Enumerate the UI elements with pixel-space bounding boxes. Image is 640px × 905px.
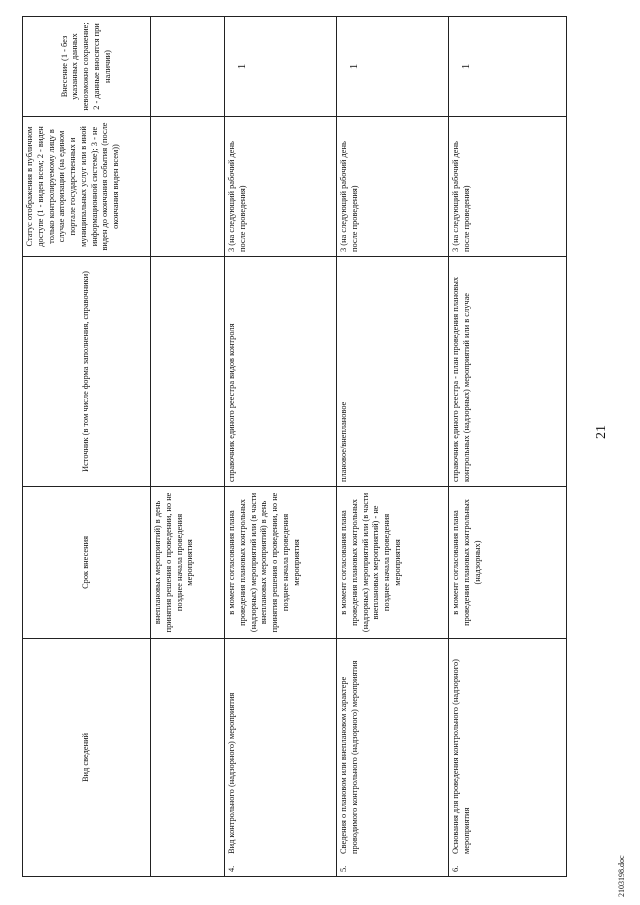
- header-deadline: Срок внесения: [23, 487, 151, 639]
- table-row: [225, 17, 337, 877]
- row-entry-cell: [151, 17, 225, 117]
- data-table: [22, 16, 567, 877]
- header-row: [23, 17, 151, 877]
- row-type: Вид контрольного (надзорного) мероприятия: [227, 692, 236, 854]
- row-type: Основания для проведения контрольного (надзорного) мероприятия: [451, 659, 471, 854]
- row-status: 3 (на следующий рабочий день после проведения): [337, 117, 449, 257]
- header-type: Вид сведений: [23, 639, 151, 877]
- row-source: плановое/внеплановое: [337, 257, 449, 487]
- row-type-cell: [449, 639, 567, 877]
- row-type-cell: [225, 639, 337, 877]
- row-number: 6.: [451, 865, 460, 872]
- row-entry: 1: [460, 63, 472, 70]
- row-number: 5.: [339, 865, 348, 872]
- page-number: 21: [594, 425, 609, 439]
- header-status: Статус отображения в публичном доступе (1 - виден всем; 2 - виден только контролируемому лицу в случае авторизации (на едином портале государственных и муниципальных услуг или в иной информационной системе); 3 - не виден до окончания события (после окончания виден всем)): [23, 117, 151, 257]
- row-deadline: в момент согласования плана проведения плановых контрольных (надзорных) мероприятий или (в части внеплановых мероприятий) - не позднее начала проведения мероприятия: [337, 487, 449, 639]
- header-source: Источник (в том числе форма заполнения, справочники): [23, 257, 151, 487]
- row-source: справочник единого реестра видов контроля: [225, 257, 337, 487]
- row-entry: 1: [236, 63, 248, 70]
- row-deadline-cell: внеплановых мероприятий) в день принятия решения о проведении, но не позднее начала проведения мероприятия: [151, 487, 225, 639]
- row-source-cell: [151, 257, 225, 487]
- table-row: [151, 17, 225, 877]
- row-type-cell: [337, 639, 449, 877]
- header-entry: Внесение (1 - без указанных данных невозможно сохранение; 2 - данные вносятся при наличии): [23, 17, 151, 117]
- row-status-cell: [151, 117, 225, 257]
- row-type-cell: [151, 639, 225, 877]
- table-row: [337, 17, 449, 877]
- footer-filename: 2103198.doc: [617, 855, 626, 897]
- row-status: 3 (на следующий рабочий день после проведения): [449, 117, 567, 257]
- row-status: 3 (на следующий рабочий день после проведения): [225, 117, 337, 257]
- row-deadline: в момент согласования плана проведения плановых контрольных (надзорных) мероприятий или (в части внеплановых мероприятий) в день принятия решения о проведении, но не позднее начала проведения мероприятия: [225, 487, 337, 639]
- row-source: справочник единого реестра - план проведения плановых контрольных (надзорных) мероприятий или в случае: [449, 257, 567, 487]
- row-deadline: в момент согласования плана проведения плановых контрольных (надзорных): [449, 487, 567, 639]
- table-row: [449, 17, 567, 877]
- row-entry: 1: [348, 63, 360, 70]
- row-number: 4.: [227, 865, 236, 872]
- row-type: Сведения о плановом или внеплановом характере проводимого контрольного (надзорного) мероприятия: [339, 660, 359, 854]
